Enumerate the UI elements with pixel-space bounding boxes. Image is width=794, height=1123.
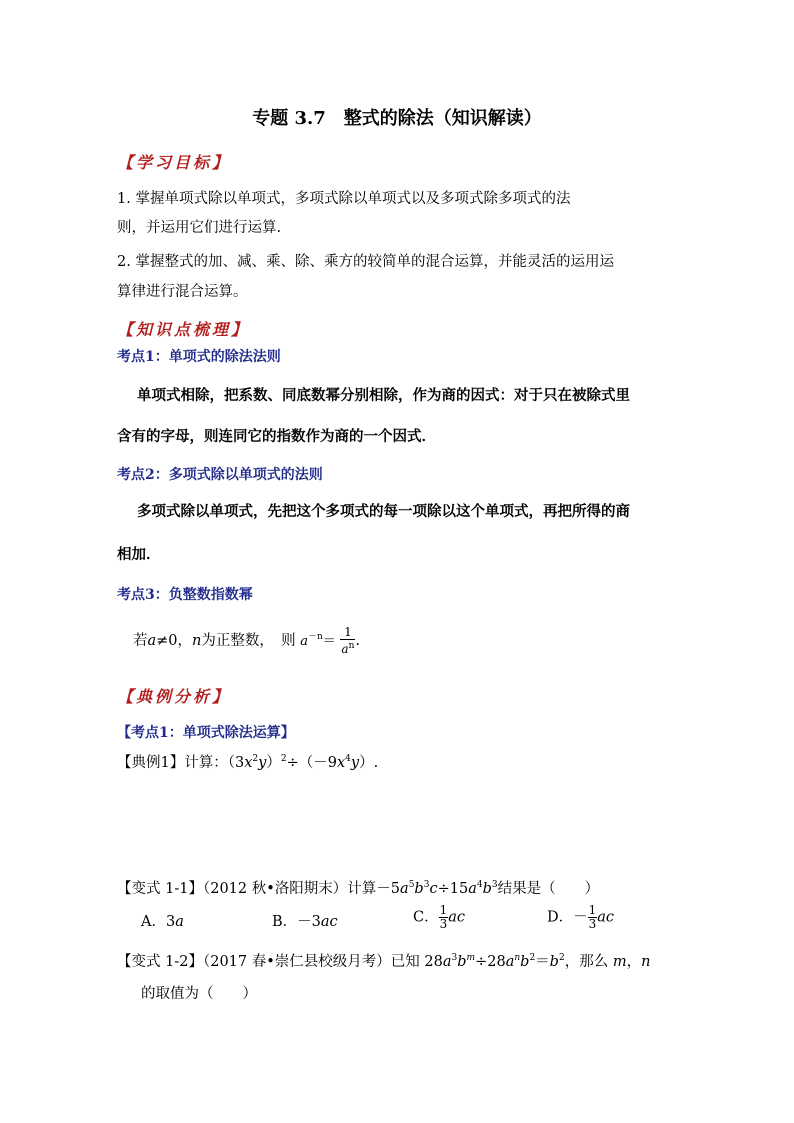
- variant-1-1-option-a: A．3a: [141, 914, 184, 930]
- variant-1-1-option-c: C． $\frac{1}{3}$ ac: [413, 903, 466, 931]
- option-d-fraction: $\frac{1}{3}$: [588, 903, 597, 931]
- variant-1-2: 【变式 1-2】（2017 春•崇仁县校级月考）已知 $28a^3b^m\div 28a^nb^2=b^2$，那么 m，n: [117, 953, 651, 970]
- variant-1-2-line-2: 的取值为（ ）: [141, 986, 257, 1002]
- variant-1-1-option-d: D．－ $\frac{1}{3}$ ac: [547, 903, 615, 931]
- variant-1-1: 【变式 1-1】（2012 秋•洛阳期末）计算$-5a^5b^3c\div 15a^4b^3$结果是（ ）: [117, 880, 600, 897]
- option-c-fraction: $\frac{1}{3}$: [439, 903, 448, 931]
- section-knowledge: 【知识点梳理】: [117, 320, 251, 339]
- kp1-line-2: 含有的字母，则连同它的指数作为商的一个因式．: [117, 428, 436, 445]
- section-examples: 【典例分析】: [117, 687, 232, 706]
- example-topic-heading: 【考点1：单项式除法运算】: [117, 725, 295, 741]
- goal-1-line-1: 1. 掌握单项式除以单项式，多项式除以单项式以及多项式除多项式的法: [117, 191, 571, 207]
- goal-2-line-1: 2. 掌握整式的加、减、乘、除、乘方的较简单的混合运算，并能灵活的运用运: [117, 254, 614, 270]
- goal-2-line-2: 算律进行混合运算。: [117, 284, 248, 300]
- kp1-heading: 考点1：单项式的除法法则: [117, 349, 281, 365]
- kp3-formula: 若a≠0，n为正整数， 则 $a^{-n}=$ $\frac{1}{a^n}$ .: [133, 625, 360, 656]
- goal-1-line-2: 则，并运用它们进行运算.: [117, 220, 282, 236]
- kp1-line-1: 单项式相除，把系数、同底数幂分别相除，作为商的因式：对于只在被除式里: [137, 387, 630, 404]
- page-title: 专题 3.7 整式的除法（知识解读）: [252, 108, 542, 129]
- kp2-heading: 考点2：多项式除以单项式的法则: [117, 467, 323, 483]
- section-goals: 【学习目标】: [117, 153, 232, 172]
- kp2-line-2: 相加．: [117, 546, 161, 563]
- kp3-heading: 考点3：负整数指数幂: [117, 587, 253, 603]
- kp2-line-1: 多项式除以单项式，先把这个多项式的每一项除以这个单项式，再把所得的商: [137, 503, 630, 520]
- example-1: 【典例1】计算：$(3x^2y)^2\div(-9x^4y)$.: [117, 754, 379, 771]
- variant-1-1-option-b: B．－3ac: [272, 914, 338, 930]
- kp3-fraction: $\frac{1}{a^n}$: [341, 625, 355, 656]
